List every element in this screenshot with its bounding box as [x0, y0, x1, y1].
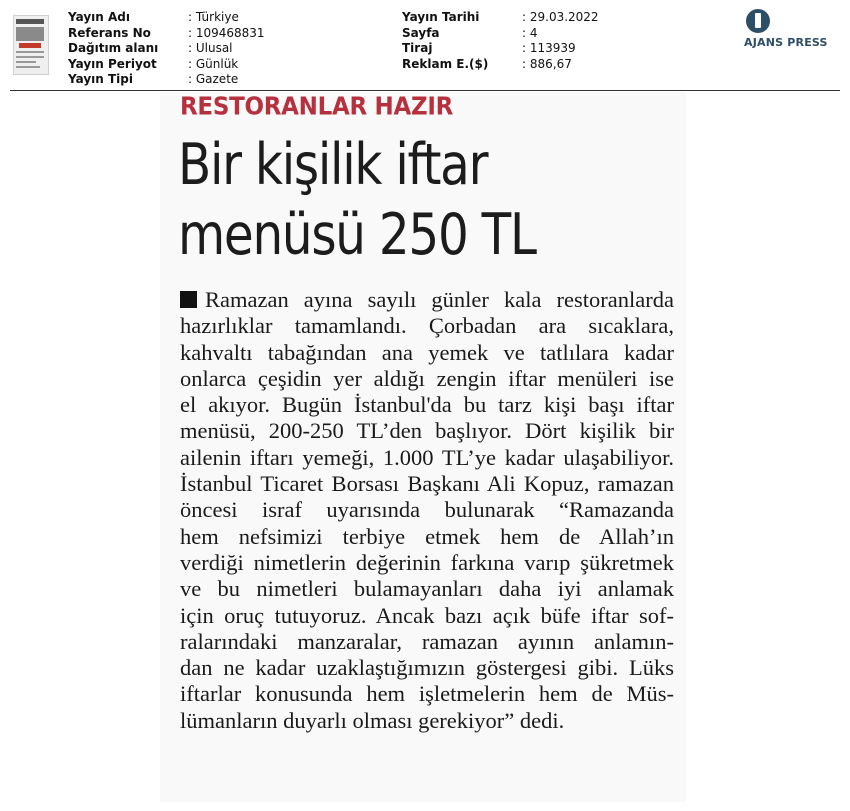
field-tiraj: Tiraj : 113939 — [402, 41, 576, 56]
publication-info-left — [68, 10, 265, 88]
body-line: iftarlar konusunda hem işletmelerin hem de Müs- — [180, 681, 674, 707]
body-line: kahvaltı tabağından ana yemek ve tatlılara kadar — [180, 339, 674, 365]
field-yayin-tipi: Yayın Tipi : Gazete — [68, 72, 239, 87]
article-kicker: RESTORANLAR HAZIR — [180, 93, 454, 122]
body-line: ve bu nimetleri bulamayanları daha iyi anlamak — [180, 576, 674, 602]
headline-line: menüsü 250 TL — [178, 202, 536, 268]
ajans-press-logo-icon — [746, 9, 770, 33]
article-body — [180, 287, 674, 734]
field-yayin-tarihi: Yayın Tarihi : 29.03.2022 — [402, 10, 599, 24]
article-headline — [178, 130, 599, 270]
logo-text: AJANS PRESS — [744, 36, 828, 49]
headline-line: Bir kişilik iftar — [178, 132, 488, 198]
body-line: Ramazan ayına sayılı günler kala restoranlarda — [180, 287, 674, 313]
ajans-press-logo — [744, 9, 840, 53]
field-sayfa: Sayfa : 4 — [402, 25, 538, 40]
body-line: dan ne kadar uzaklaştığımızın göstergesi gibi. Lüks — [180, 655, 674, 681]
body-line: onlarca çeşidin yer aldığı zengin iftar menüleri ise — [180, 365, 674, 391]
body-line: menüsü, 200-250 TL’den başlıyor. Dört kişilik bir — [180, 418, 674, 444]
field-referans-no: Referans No : 109468831 — [68, 25, 265, 40]
field-yayin-periyot: Yayın Periyot : Günlük — [68, 56, 239, 71]
body-line: hem nefsimizi terbiye etmek hem de Allah’ın — [180, 523, 674, 549]
bullet-square-icon — [180, 291, 197, 308]
body-line: lümanların duyarlı olması gerekiyor” dedi. — [180, 707, 565, 733]
body-line: İstanbul Ticaret Borsası Başkanı Ali Kopuz, ramazan — [180, 471, 674, 497]
header-divider — [10, 90, 840, 91]
body-line: hazırlıklar tamamlandı. Çorbadan ara sıcaklara, — [180, 313, 674, 339]
field-yayin-adi: Yayın Adı : Türkiye — [68, 10, 239, 24]
field-dagitim-alani: Dağıtım alanı : Ulusal — [68, 41, 233, 56]
newspaper-thumbnail — [13, 15, 49, 75]
body-line: öncesi israf uyarısında bulunarak “Ramazanda — [180, 497, 674, 523]
publication-info-right — [402, 10, 599, 72]
body-line: için oruç tutuyoruz. Ancak bazı açık büfe iftar sof- — [180, 602, 674, 628]
body-line: ailenin iftarı yemeği, 1.000 TL’ye kadar ulaşabiliyor. — [180, 444, 674, 470]
body-line: el akıyor. Bugün İstanbul'da bu tarz kişi başı iftar — [180, 392, 674, 418]
field-reklam: Reklam E.($) : 886,67 — [402, 56, 572, 71]
body-line: ralarındaki manzaralar, ramazan ayının anlamın- — [180, 628, 674, 654]
body-line: verdiği nimetlerin değerinin farkına varıp şükretmek — [180, 549, 674, 575]
